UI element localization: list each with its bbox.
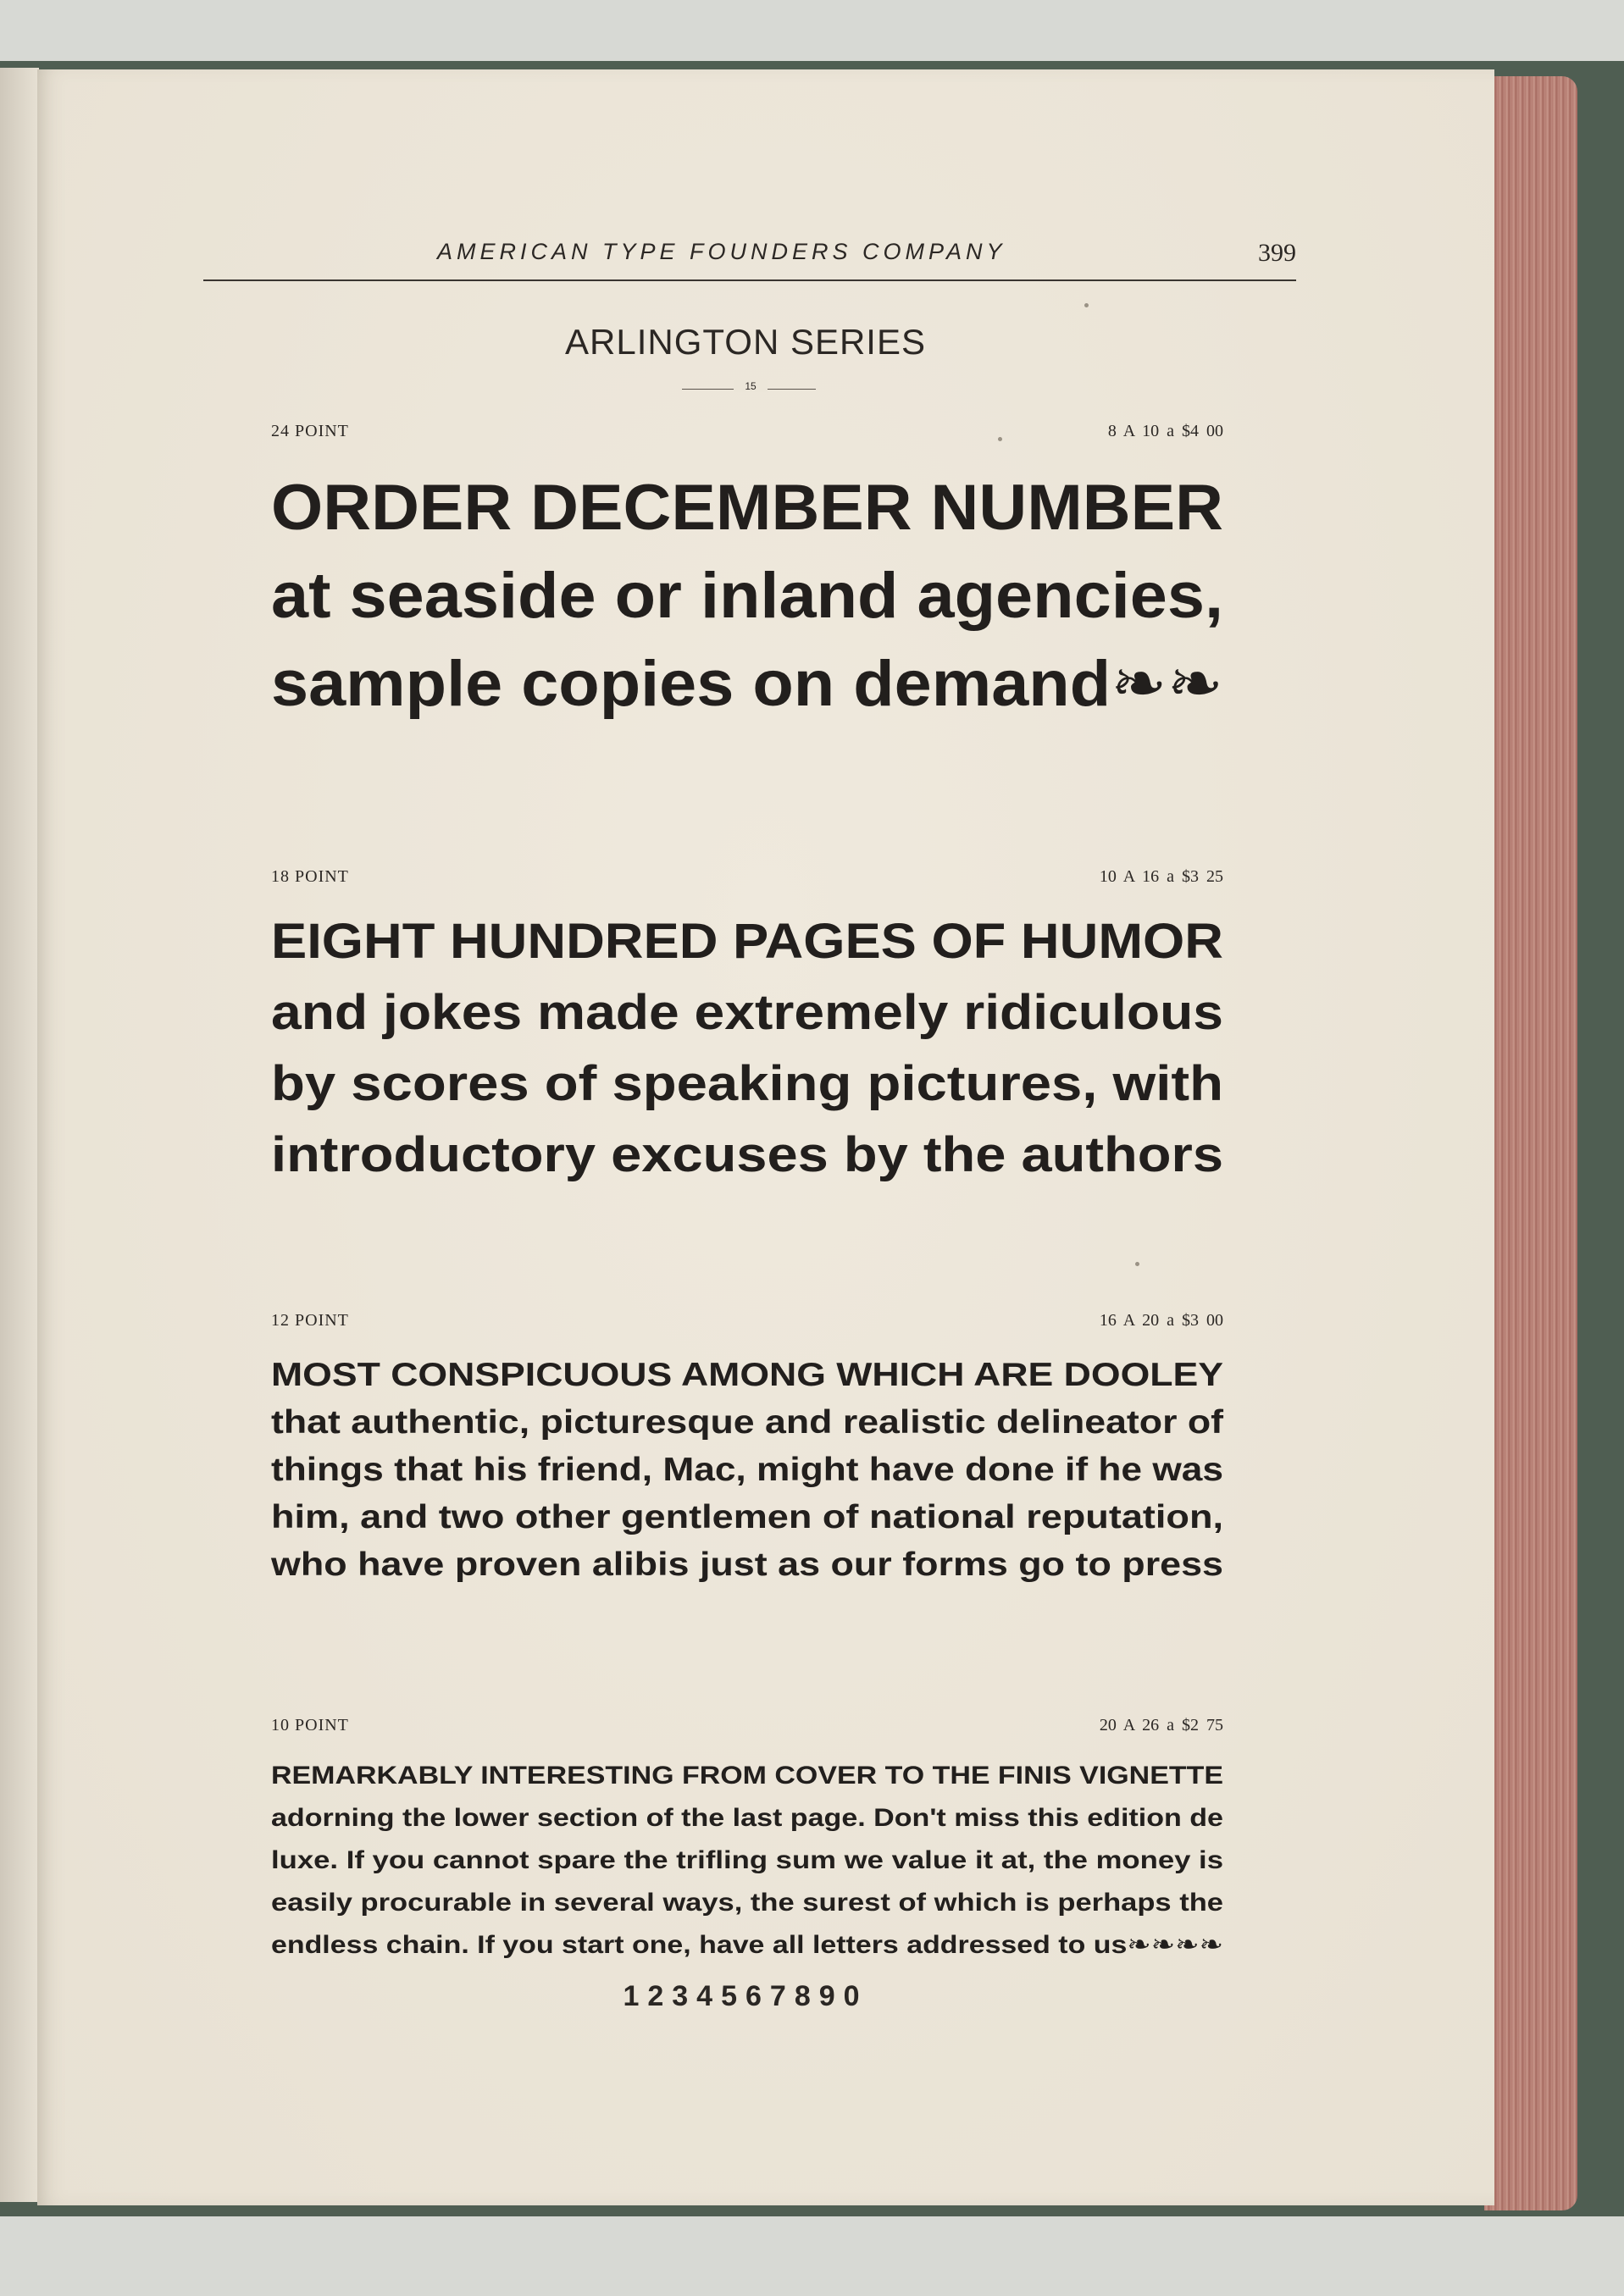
specimen-line: by scores of speaking pictures, with xyxy=(271,1056,1223,1111)
point-size-label: 10 POINT xyxy=(271,1716,349,1734)
running-title: AMERICAN TYPE FOUNDERS COMPANY xyxy=(437,239,1006,264)
specimen-line: at seaside or inland agencies, xyxy=(271,560,1223,632)
point-size-label: 18 POINT xyxy=(271,867,349,886)
specimen-line: that authentic, picturesque and realistic delineator of xyxy=(271,1404,1223,1441)
specimen-line: MOST CONSPICUOUS AMONG WHICH ARE DOOLEY xyxy=(271,1357,1223,1393)
specimen-line: things that his friend, Mac, might have done if he was xyxy=(271,1452,1223,1488)
running-head xyxy=(200,239,1301,279)
point-size-label: 12 POINT xyxy=(271,1311,349,1330)
header-rule xyxy=(203,279,1296,281)
specimen-line: luxe. If you cannot spare the trifling sum we value it at, the money is xyxy=(271,1846,1223,1874)
spec-row-24 xyxy=(271,422,1223,447)
specimen-line: introductory excuses by the authors xyxy=(271,1127,1223,1182)
price-label: 16 A 20 a $3 00 xyxy=(1099,1311,1223,1330)
left-page-edge xyxy=(0,68,39,2202)
price-label: 10 A 16 a $3 25 xyxy=(1099,867,1223,886)
specimen-line: adorning the lower section of the last page. Don't miss this edition de xyxy=(271,1804,1223,1832)
paper-speck xyxy=(1135,1262,1139,1266)
paper-speck xyxy=(998,437,1002,441)
spec-row-10 xyxy=(271,1716,1223,1741)
specimen-line: endless chain. If you start one, have all letters addressed to us❧❧❧❧ xyxy=(271,1931,1223,1959)
point-size-label: 24 POINT xyxy=(271,422,349,440)
specimen-line: him, and two other gentlemen of national reputation, xyxy=(271,1499,1223,1535)
spec-row-18 xyxy=(271,867,1223,893)
price-label: 20 A 26 a $2 75 xyxy=(1099,1716,1223,1734)
page-edges xyxy=(1484,76,1577,2210)
paper-speck xyxy=(1084,303,1089,307)
page-number: 399 xyxy=(1258,239,1296,267)
specimen-line: EIGHT HUNDRED PAGES OF HUMOR xyxy=(271,914,1223,969)
series-rule-label: 15 xyxy=(734,380,768,392)
figures-specimen: 1234567890 xyxy=(623,1980,868,2012)
specimen-line: and jokes made extremely ridiculous xyxy=(271,985,1223,1040)
specimen-line: easily procurable in several ways, the surest of which is perhaps the xyxy=(271,1889,1223,1917)
specimen-line: REMARKABLY INTERESTING FROM COVER TO THE FINIS VIGNETTE xyxy=(271,1762,1223,1790)
spec-row-12 xyxy=(271,1311,1223,1336)
specimen-line: who have proven alibis just as our forms go to press xyxy=(271,1546,1223,1583)
specimen-line: ORDER DECEMBER NUMBER xyxy=(271,472,1223,544)
specimen-line: sample copies on demand❧❧ xyxy=(271,648,1223,720)
series-title: ARLINGTON SERIES xyxy=(565,322,926,362)
price-label: 8 A 10 a $4 00 xyxy=(1107,422,1223,440)
